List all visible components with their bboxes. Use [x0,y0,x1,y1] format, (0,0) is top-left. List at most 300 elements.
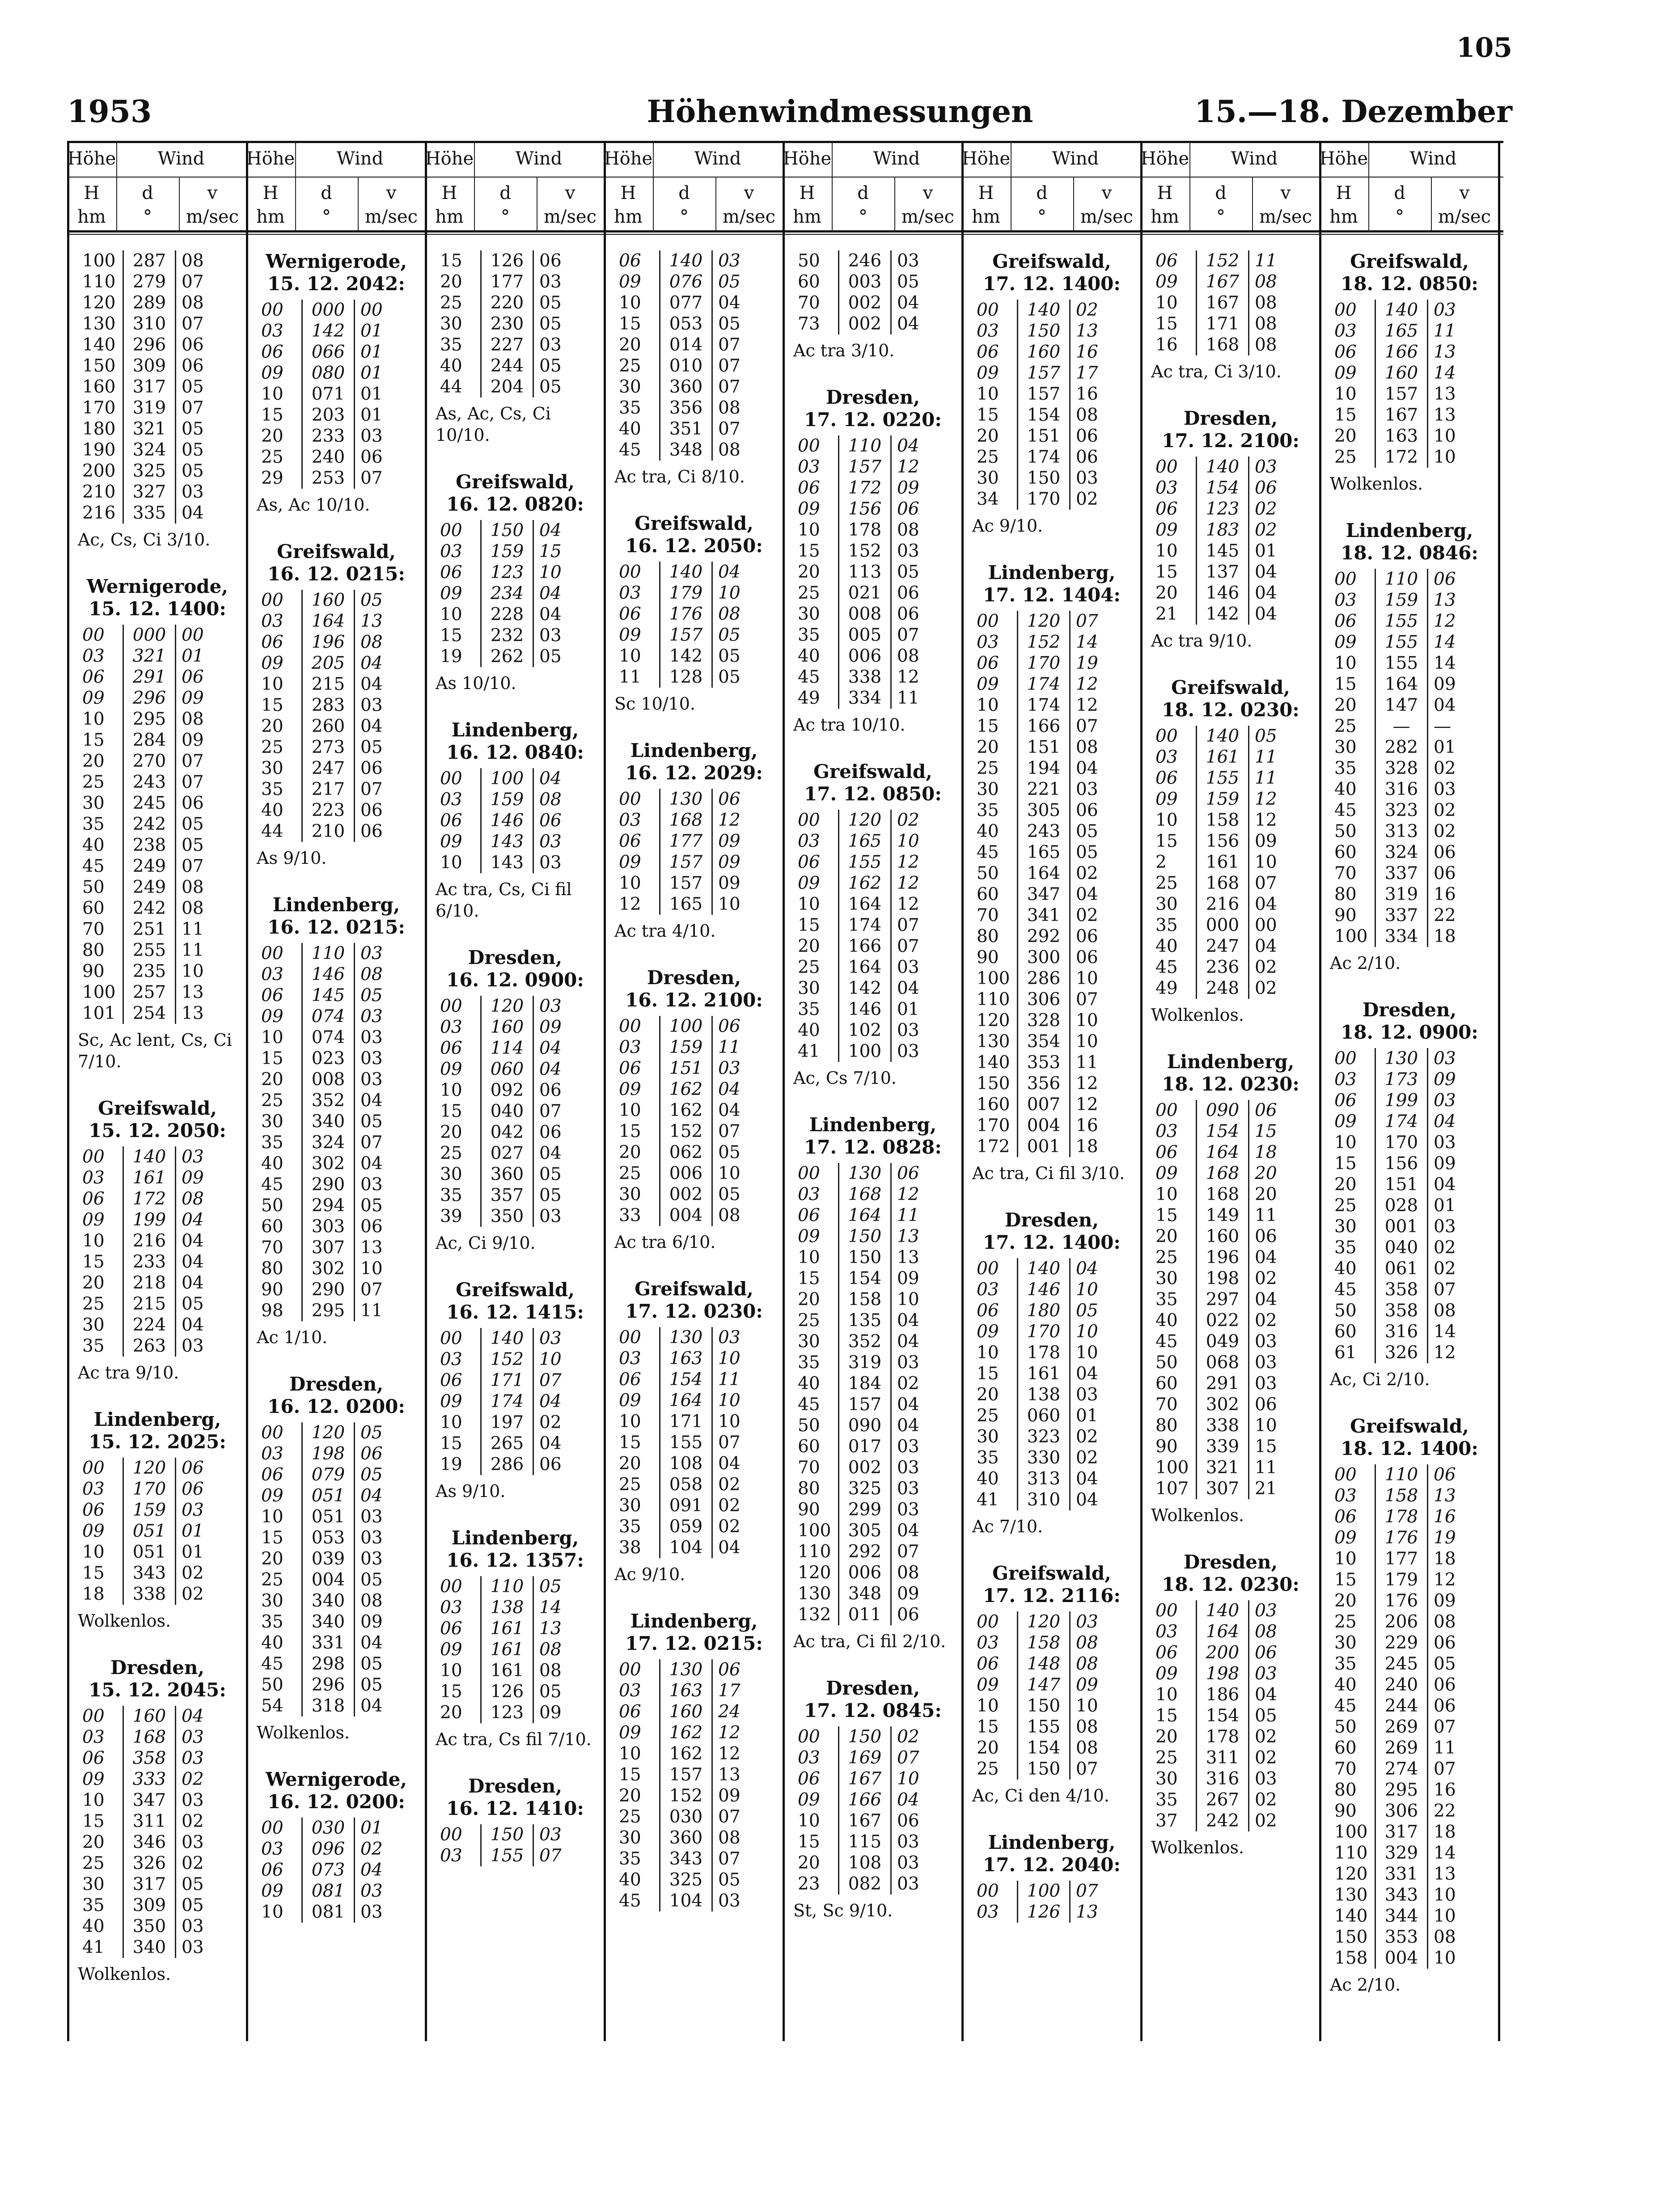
speed-cell: 19 [1076,653,1098,673]
speed-cell: 02 [1076,1427,1098,1447]
height-cell: 50 [1334,821,1357,841]
height-cell: 35 [798,625,820,645]
height-cell: 10 [1155,1685,1178,1705]
height-cell: 160 [977,1095,1010,1115]
speed-cell: 11 [182,919,204,939]
height-cell: 06 [619,831,641,851]
direction-cell: 317 [1375,1822,1428,1843]
table-row [614,810,755,831]
speed-cell: 07 [539,1101,562,1121]
speed-cell: 08 [182,293,204,313]
speed-cell: 04 [1255,583,1277,603]
speed-cell: 08 [1434,1927,1456,1947]
height-cell: 09 [798,499,820,519]
direction-cell: 200 [1197,1642,1249,1663]
direction-cell: 183 [1197,520,1249,541]
direction-cell: 159 [481,541,533,562]
table-row [1329,1927,1470,1948]
direction-cell: 306 [1375,1801,1428,1822]
direction-cell: 167 [1197,292,1249,313]
speed-cell: 04 [539,583,562,604]
direction-cell: 081 [302,1902,355,1923]
station-block [609,740,779,942]
direction-cell: 279 [123,271,176,292]
height-cell: 15 [440,1101,462,1121]
table-row [1150,1415,1291,1436]
height-cell: 35 [1155,915,1178,935]
table-row [256,611,397,632]
speed-cell: 09 [182,1168,204,1188]
table-row [792,831,934,852]
height-cell: 130 [82,314,116,334]
header-hoehe: Höhe [961,148,1011,169]
direction-cell: 244 [1375,1696,1428,1717]
header-wind: Wind [515,148,563,169]
table-row [1150,562,1291,583]
speed-cell: 03 [539,853,562,873]
direction-cell: 302 [302,1153,355,1174]
table-row [1329,1195,1470,1216]
height-cell: 03 [440,1349,462,1370]
height-cell: 80 [82,940,105,960]
direction-cell: 170 [1018,1321,1070,1342]
direction-cell: 140 [1375,300,1428,321]
speed-cell: 13 [897,1247,919,1268]
direction-cell: 006 [839,646,891,667]
table-row [971,1611,1113,1632]
header-d: d [1215,183,1227,203]
direction-cell: 196 [1197,1247,1249,1268]
direction-cell: 168 [660,810,712,831]
table-row [435,996,576,1017]
height-cell: 09 [261,1881,284,1901]
height-cell: 40 [440,356,462,376]
table-row [1150,583,1291,604]
table-row [435,1660,576,1681]
height-cell: 30 [977,779,999,799]
direction-cell: 154 [1197,478,1249,499]
station-title: Dresden, 17. 12. 0845: [804,1677,942,1721]
speed-cell: 09 [1255,831,1277,851]
direction-cell: 198 [302,1443,355,1464]
direction-cell: 143 [481,831,533,852]
table-row [1150,1226,1291,1247]
speed-cell: 13 [1434,405,1456,425]
speed-cell: 02 [1434,1259,1456,1279]
table-row [1150,478,1291,499]
speed-cell: 05 [1076,821,1098,841]
height-cell: 40 [977,1469,999,1489]
speed-cell: 13 [539,1619,562,1639]
table-row [256,1860,397,1881]
table-row [1329,1090,1470,1111]
station-title: Greifswald, 17. 12. 1400: [983,250,1121,295]
station-block [72,575,242,1072]
table-row [792,313,934,334]
speed-cell: 10 [718,1163,741,1184]
table-row [792,1873,934,1894]
direction-cell: 149 [1197,1205,1249,1226]
speed-cell: 08 [897,520,919,540]
height-cell: 150 [977,1074,1010,1094]
height-cell: 100 [798,1521,831,1541]
header-hm: hm [793,207,821,227]
speed-cell: 03 [360,1027,383,1048]
height-cell: 30 [619,1184,641,1205]
speed-cell: 10 [1434,426,1456,446]
speed-cell: 13 [1434,342,1456,362]
direction-cell: 265 [481,1433,533,1454]
speed-cell: 02 [897,1727,919,1747]
table-row [256,1195,397,1216]
table-row [77,1003,218,1024]
speed-cell: 07 [718,1807,741,1827]
height-cell: 20 [619,1142,641,1163]
height-cell: 30 [619,1496,641,1516]
height-cell: 90 [977,947,999,968]
height-cell: 35 [1155,1790,1178,1810]
direction-cell: 159 [660,1037,712,1058]
direction-cell: 140 [1018,300,1070,321]
direction-cell: 174 [1375,1111,1428,1132]
direction-cell: 168 [839,1184,891,1205]
speed-cell: 03 [182,482,204,502]
table-row [1329,590,1470,611]
column-divider [783,141,785,2041]
speed-cell: 06 [182,1458,204,1478]
speed-cell: 09 [539,1703,562,1723]
direction-cell: 253 [302,468,355,489]
height-cell: 06 [977,1301,999,1321]
direction-cell: 228 [481,604,533,625]
table-row [77,1336,218,1357]
table-row [256,1548,397,1569]
table-row [614,1079,755,1100]
speed-cell: 01 [360,405,383,425]
height-cell: 00 [261,1818,284,1838]
direction-cell: 311 [123,1811,176,1832]
direction-cell: 008 [839,604,891,625]
speed-cell: 02 [182,1584,204,1604]
height-cell: 06 [977,1654,999,1674]
height-cell: 06 [82,1189,105,1209]
speed-cell: 08 [360,964,383,985]
height-cell: 39 [440,1206,462,1226]
table-row [614,271,755,292]
speed-cell: 11 [718,1037,741,1057]
speed-cell: 10 [1076,1280,1098,1300]
table-row [77,646,218,667]
table-row [435,1328,576,1349]
speed-cell: 04 [1255,1290,1277,1310]
table-row [77,940,218,961]
direction-cell: 140 [1197,726,1249,747]
direction-cell: 096 [302,1839,355,1860]
header-hoehe: Höhe [604,148,653,169]
direction-cell: 014 [660,334,712,355]
header-h: H [978,183,994,203]
height-cell: 15 [1334,405,1357,425]
speed-cell: 06 [1434,1633,1456,1653]
height-cell: 00 [1334,1465,1357,1485]
station-title: Lindenberg, 17. 12. 0215: [625,1610,763,1654]
table-row [77,419,218,440]
direction-cell: 270 [123,751,176,772]
speed-cell: 10 [539,1349,562,1370]
table-row [77,440,218,461]
direction-cell: 160 [1197,1226,1249,1247]
speed-cell: 05 [182,1294,204,1314]
direction-cell: 162 [660,1079,712,1100]
speed-cell: 02 [1434,800,1456,820]
direction-cell: 166 [839,936,891,957]
table-row [792,562,934,583]
measurement-table [256,1422,397,1717]
table-row [971,1342,1113,1363]
direction-cell: 146 [481,810,533,831]
speed-cell: 07 [360,1133,383,1153]
table-row [256,1674,397,1696]
height-cell: 00 [977,611,999,631]
speed-cell: 05 [539,1682,562,1702]
height-cell: 10 [619,293,641,313]
header-h: H [1336,183,1352,203]
height-cell: 00 [1334,569,1357,589]
direction-cell: 229 [1375,1632,1428,1653]
table-row [971,611,1113,632]
direction-cell: 323 [1375,800,1428,821]
speed-cell: 12 [1255,810,1277,830]
direction-cell: 157 [660,873,712,894]
table-row [256,964,397,985]
table-row [614,1184,755,1205]
direction-cell: 309 [123,1895,176,1916]
speed-cell: 12 [897,667,919,687]
height-cell: 100 [1155,1458,1189,1478]
header-degree: ° [1395,207,1404,227]
direction-cell: 170 [1018,489,1070,510]
table-row [614,1100,755,1121]
height-cell: 35 [1334,1238,1357,1258]
direction-cell: 303 [302,1216,355,1237]
direction-cell: 159 [1375,590,1428,611]
speed-cell: 02 [897,1374,919,1394]
table-row [1329,1590,1470,1611]
table-row [792,936,934,957]
height-cell: 00 [977,300,999,320]
speed-cell: 10 [1076,1343,1098,1363]
speed-cell: 14 [1076,632,1098,652]
table-row [435,1681,576,1702]
direction-cell: 199 [1375,1090,1428,1111]
table-row [1150,604,1291,625]
cloud-note: Ac 2/10. [1330,953,1401,973]
measurement-table [435,1576,576,1723]
direction-cell: 295 [123,709,176,730]
station-title: Greifswald, 18. 12. 0850: [1341,250,1478,295]
table-row [614,583,755,604]
direction-cell: 030 [660,1806,712,1827]
height-cell: 00 [619,1016,641,1036]
station-block [430,719,600,922]
table-row [435,1576,576,1597]
table-row [77,856,218,877]
speed-cell: 13 [1434,1864,1456,1884]
cloud-note: St, Sc 9/10. [793,1901,893,1920]
height-cell: 45 [1155,1332,1178,1352]
table-row [77,1748,218,1769]
table-row [435,1370,576,1391]
direction-cell: 216 [123,1230,176,1252]
direction-cell: 313 [1375,821,1428,842]
table-row [614,1142,755,1163]
height-cell: 30 [1334,1633,1357,1653]
direction-cell: 154 [660,1369,712,1390]
speed-cell: 04 [1434,1175,1456,1195]
speed-cell: 11 [897,1205,919,1226]
speed-cell: 06 [1434,569,1456,589]
table-row [971,321,1113,342]
table-row [614,1453,755,1474]
measurement-table [792,810,934,1062]
height-cell: 60 [1155,1374,1178,1394]
cloud-note: Ac tra 10/10. [793,715,906,735]
speed-cell: 13 [718,1765,741,1785]
table-row [256,1902,397,1923]
table-row [256,1839,397,1860]
table-row [1329,653,1470,674]
table-row [256,1653,397,1674]
station-block [609,512,779,715]
height-cell: 00 [619,1328,641,1348]
table-row [77,1706,218,1727]
table-row [1150,1310,1291,1331]
table-row [77,355,218,376]
direction-cell: 326 [1375,1342,1428,1363]
direction-cell: 310 [123,313,176,334]
speed-cell: 10 [718,894,741,914]
height-cell: 06 [1334,1091,1357,1111]
height-cell: 10 [619,1412,641,1432]
direction-cell: 232 [481,625,533,646]
height-cell: 70 [261,1238,284,1258]
column-divider [425,141,427,2041]
table-row [1329,1527,1470,1548]
speed-cell: 18 [1434,1549,1456,1569]
height-cell: 10 [440,853,462,873]
height-cell: 06 [1155,251,1178,271]
table-row [1329,384,1470,405]
station-title: Dresden, 18. 12. 0900: [1341,999,1478,1043]
table-row [435,831,576,852]
speed-cell: — [1434,716,1451,736]
table-row [614,1890,755,1911]
table-header-bottom-rule [67,230,1503,233]
speed-cell: 04 [182,1706,204,1726]
header-wind: Wind [873,148,920,169]
table-row [792,894,934,915]
height-cell: 20 [82,1832,105,1852]
speed-cell: 05 [182,835,204,855]
direction-cell: 343 [1375,1885,1428,1906]
table-row [77,1769,218,1790]
station-block [967,1831,1137,1923]
speed-cell: 04 [718,293,741,313]
table-row [614,1474,755,1495]
data-column [1146,250,1316,1883]
direction-cell: 126 [481,250,533,271]
table-row [1329,1506,1470,1527]
speed-cell: 16 [1434,1780,1456,1800]
table-row [1329,1069,1470,1090]
height-cell: 45 [82,856,105,876]
table-row [971,737,1113,758]
cloud-note: Ac, Cs, Ci 3/10. [78,530,211,550]
speed-cell: 04 [1076,1469,1098,1489]
speed-cell: 08 [718,398,741,418]
height-cell: 90 [82,961,105,981]
header-hm: hm [77,207,106,227]
table-row [1150,1373,1291,1394]
direction-cell: 161 [1197,852,1249,873]
height-cell: 40 [1334,1675,1357,1695]
direction-cell: 152 [1197,250,1249,271]
table-row [614,625,755,646]
table-row [614,292,755,313]
height-cell: 10 [1334,384,1357,404]
table-row [256,1048,397,1069]
height-cell: 06 [1334,342,1357,362]
table-row [614,1722,755,1743]
height-cell: 10 [261,384,284,404]
speed-cell: 08 [539,1640,562,1660]
speed-cell: 03 [1434,1091,1456,1111]
height-cell: 20 [82,1273,105,1293]
speed-cell: 03 [360,1049,383,1069]
table-row [256,800,397,821]
direction-cell: 068 [1197,1352,1249,1373]
direction-cell: 151 [1375,1174,1428,1195]
speed-cell: 04 [718,562,741,582]
table-row [435,355,576,376]
direction-cell: 150 [1018,1759,1070,1780]
direction-cell: 166 [839,1789,891,1810]
station-block [788,761,958,1089]
table-row [792,1726,934,1747]
direction-cell: 060 [1018,1405,1070,1426]
direction-cell: 305 [839,1520,891,1541]
speed-cell: 10 [1434,1906,1456,1926]
direction-cell: 167 [1197,271,1249,292]
table-row [792,810,934,831]
height-cell: 10 [619,1744,641,1764]
height-cell: 40 [1334,779,1357,799]
speed-cell: 11 [1076,1053,1098,1073]
table-row [1329,1548,1470,1569]
table-row [614,1806,755,1827]
height-cell: 100 [1334,1822,1368,1842]
speed-cell: 05 [539,314,562,334]
cloud-note: Wolkenlos. [78,1964,171,1984]
table-row [971,342,1113,363]
table-row [1329,321,1470,342]
table-row [1150,1289,1291,1310]
speed-cell: 11 [1434,1738,1456,1758]
direction-cell: 157 [660,1764,712,1785]
direction-cell: 155 [660,1432,712,1453]
height-cell: 09 [619,1723,641,1743]
table-row [435,1164,576,1185]
